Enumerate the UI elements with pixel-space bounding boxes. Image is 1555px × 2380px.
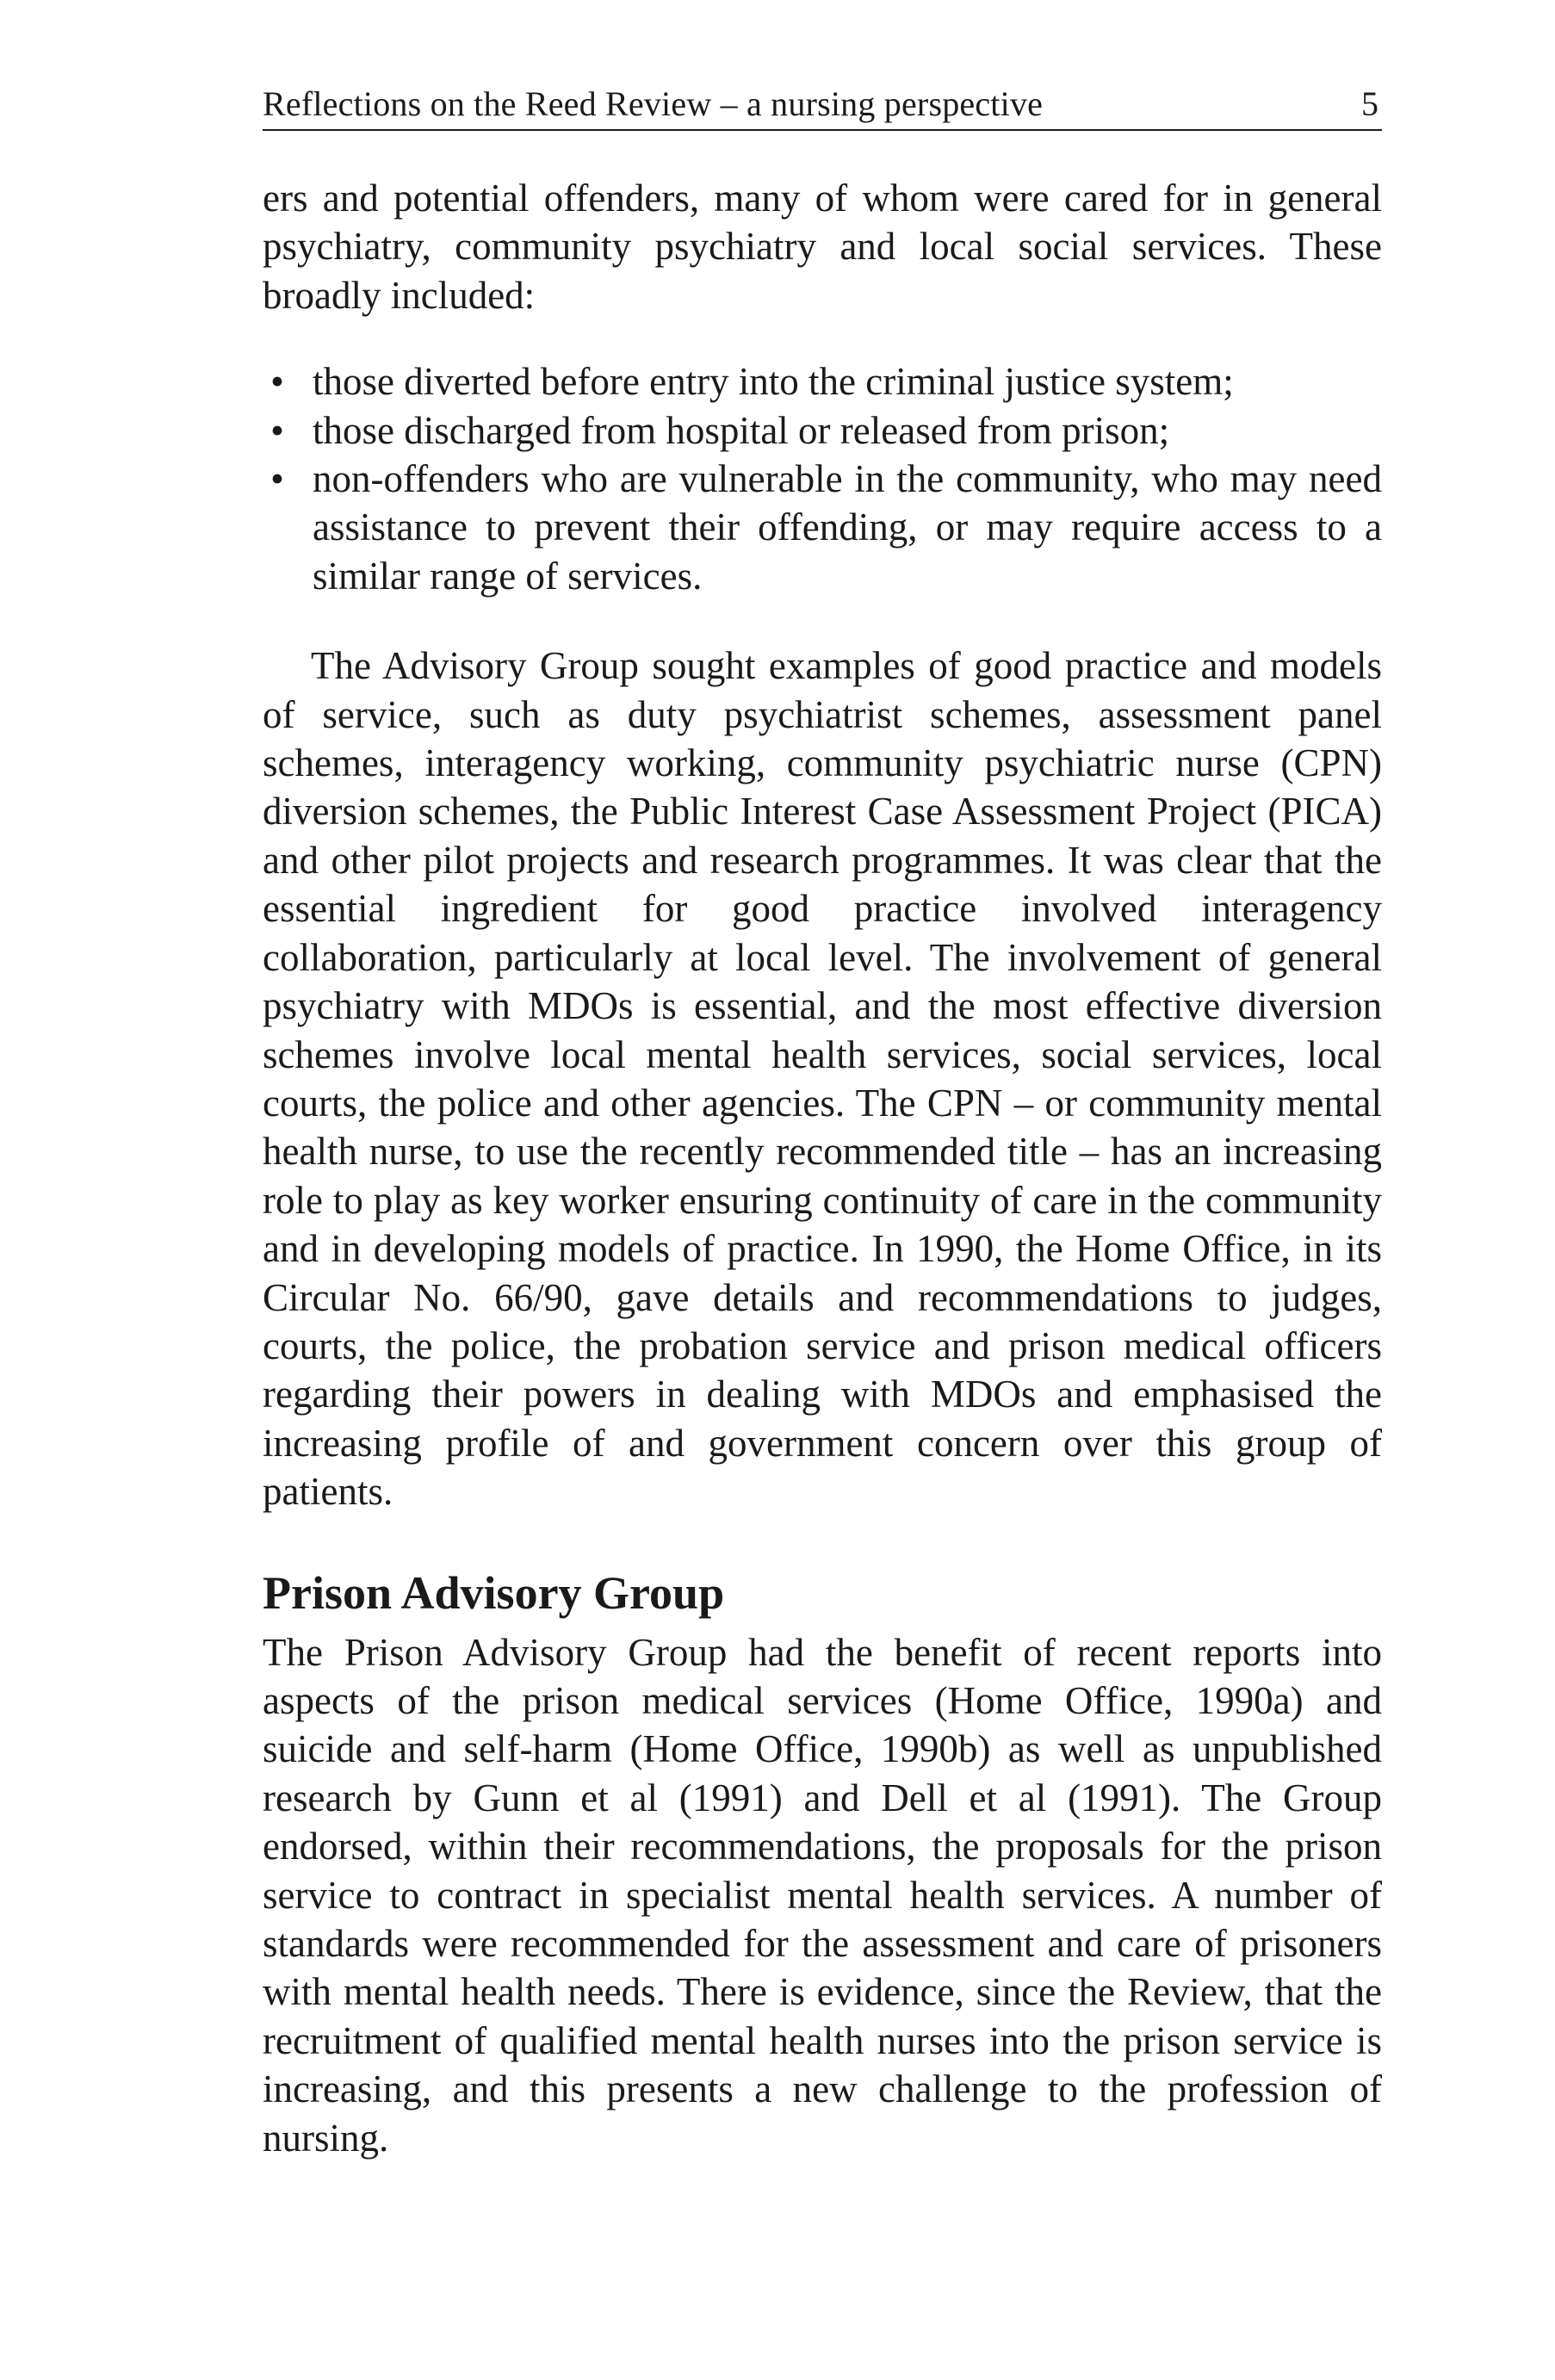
running-title: Reflections on the Reed Review – a nursing perspective: [263, 84, 1044, 123]
bullet-icon: •: [270, 457, 284, 501]
bullet-item: [263, 357, 1382, 406]
bullet-text: those diverted before entry into the criminal justice system;: [313, 360, 1234, 404]
running-header: [263, 83, 1382, 131]
bullet-text: those discharged from hospital or released from prison;: [313, 408, 1170, 452]
bullet-icon: •: [270, 408, 284, 452]
page-number: 5: [1361, 84, 1378, 123]
advisory-group-paragraph: The Advisory Group sought examples of good practice and models of service, such as duty psychiatrist schemes, assessment panel schemes, interagency working, community psychiatric nurse (CPN) diversion schemes, the Public Interest Case Assessment Project (PICA) and other pilot projects and research programmes. It was clear that the essential ingredient for good practice involved interagency collaboration, particularly at local level. The involvement of general psychiatry with MDOs is essential, and the most effective diversion schemes involve local mental health services, social services, local courts, the police and other agencies. The CPN – or community mental health nurse, to use the recently recommended title – has an increasing role to play as key worker ensuring continuity of care in the community and in developing models of practice. In 1990, the Home Office, in its Circular No. 66/90, gave details and recommendations to judges, courts, the police, the probation service and prison medical officers regarding their powers in dealing with MDOs and emphasised the increasing profile of and government concern over this group of patients.: [263, 644, 1382, 1514]
section-heading: Prison Advisory Group: [263, 1566, 725, 1619]
bullet-list: [263, 357, 1382, 600]
bullet-icon: •: [270, 360, 284, 404]
bullet-text: non-offenders who are vulnerable in the community, who may need assistance to prevent their offending, or may require access to a similar range of services.: [313, 457, 1382, 598]
book-page: [263, 83, 1382, 2162]
prison-advisory-paragraph: The Prison Advisory Group had the benefit of recent reports into aspects of the prison medical services (Home Office, 1990a) and suicide and self-harm (Home Office, 1990b) as well as unpublished research by Gunn et al (1991) and Dell et al (1991). The Group endorsed, within their recommendations, the proposals for the prison service to contract in specialist mental health services. A number of standards were recommended for the assessment and care of prisoners with mental health needs. There is evidence, since the Review, that the recruitment of qualified mental health nurses into the prison service is increasing, and this presents a new challenge to the profession of nursing.: [263, 1630, 1382, 2160]
bullet-item: [263, 406, 1382, 455]
bullet-item: [263, 455, 1382, 600]
intro-paragraph: ers and potential offenders, many of whom were cared for in general psychiatry, community psychiatry and local social services. These broadly included:: [263, 177, 1382, 317]
